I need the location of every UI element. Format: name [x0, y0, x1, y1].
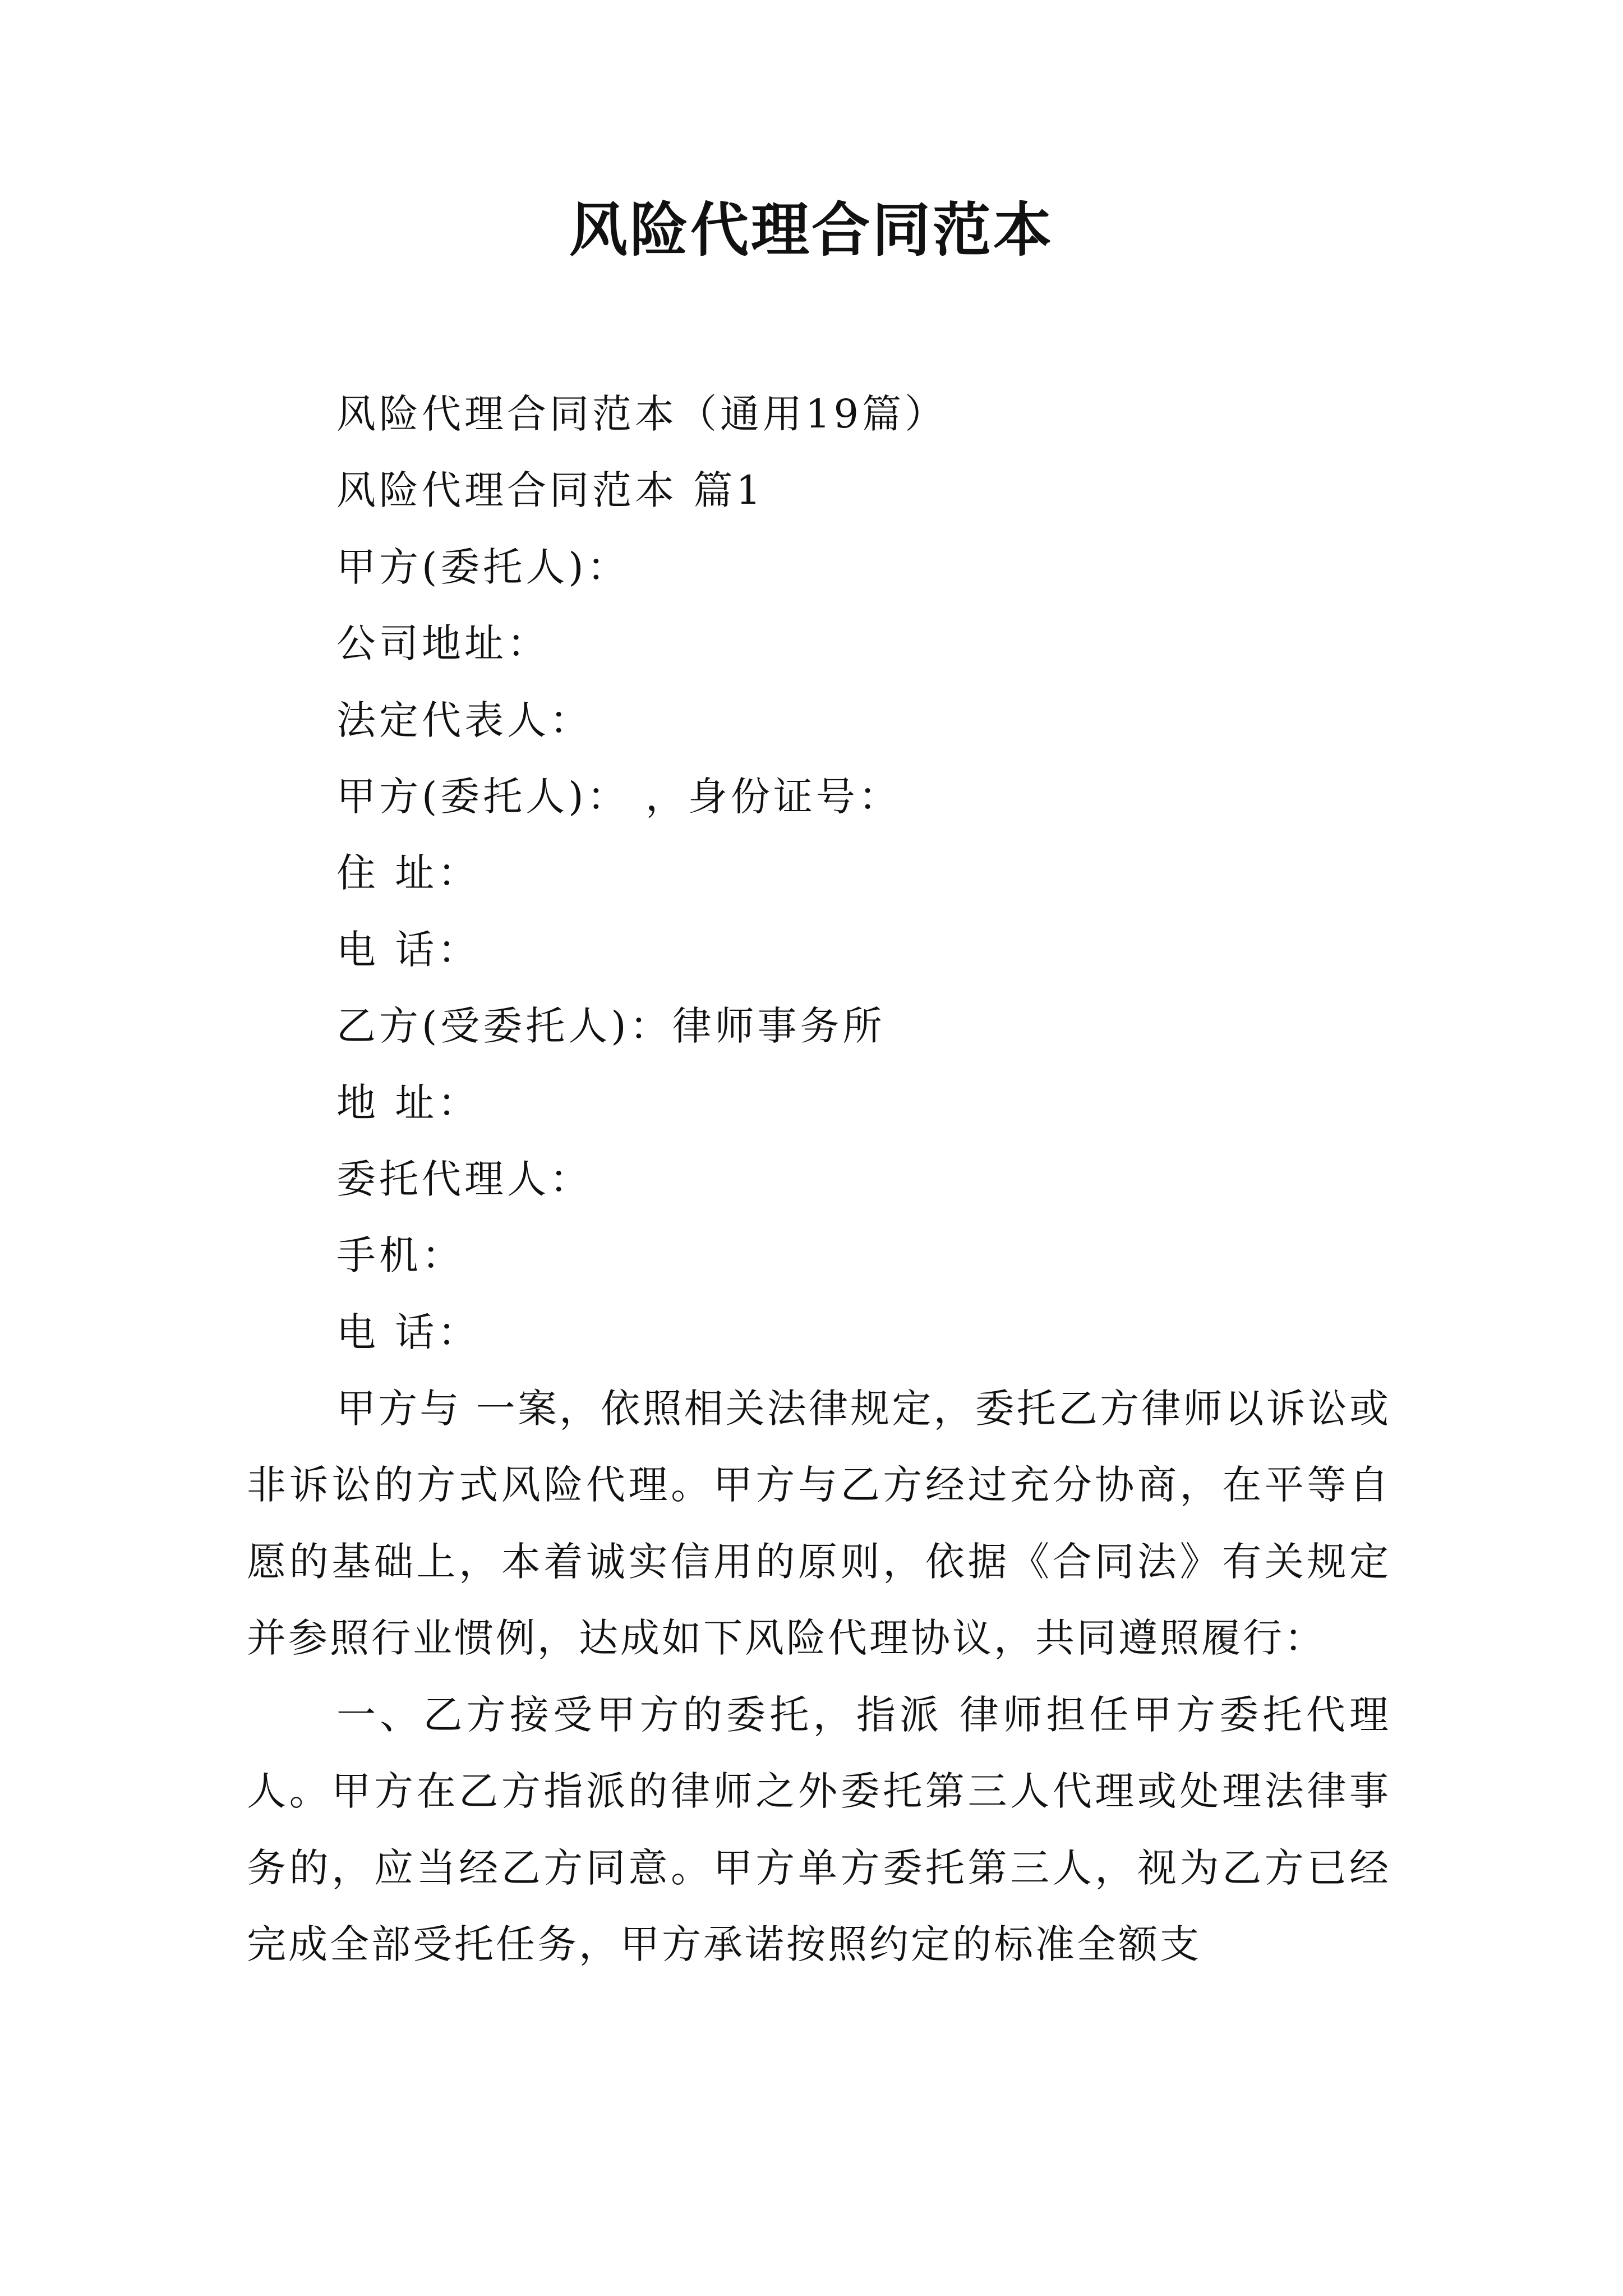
- mobile-field: 手机：: [336, 1232, 464, 1279]
- party-a-id-field: 甲方(委托人)： ，身份证号：: [336, 773, 901, 820]
- company-address-field: 公司地址：: [336, 620, 550, 667]
- document-title: 风险代理合同范本: [569, 196, 1054, 264]
- legal-representative-field: 法定代表人：: [336, 697, 592, 743]
- phone-field: 电 话：: [336, 926, 481, 973]
- party-a-field: 甲方(委托人)：: [336, 544, 630, 590]
- party-b-field: 乙方(受委托人)：律师事务所: [336, 1003, 886, 1050]
- agent-field: 委托代理人：: [336, 1156, 592, 1202]
- subtitle-line: 风险代理合同范本（通用19篇）: [336, 391, 948, 437]
- residence-field: 住 址：: [336, 850, 481, 896]
- telephone-field: 电 话：: [336, 1309, 481, 1355]
- section-heading: 风险代理合同范本 篇1: [336, 467, 764, 514]
- address-field: 地 址：: [336, 1079, 481, 1126]
- document-body: [247, 376, 1391, 1982]
- paragraph-clause-1: 一、乙方接受甲方的委托，指派 律师担任甲方委托代理人。甲方在乙方指派的律师之外委托第三人代理或处理法律事务的，应当经乙方同意。甲方单方委托第三人，视为乙方已经完成全部受托任务，甲方承诺按照约定的标准全额支: [247, 1691, 1391, 1967]
- paragraph-preamble: 甲方与 一案，依照相关法律规定，委托乙方律师以诉讼或非诉讼的方式风险代理。甲方与乙方经过充分协商，在平等自愿的基础上，本着诚实信用的原则，依据《合同法》有关规定并参照行业惯例，达成如下风险代理协议，共同遵照履行：: [247, 1386, 1391, 1662]
